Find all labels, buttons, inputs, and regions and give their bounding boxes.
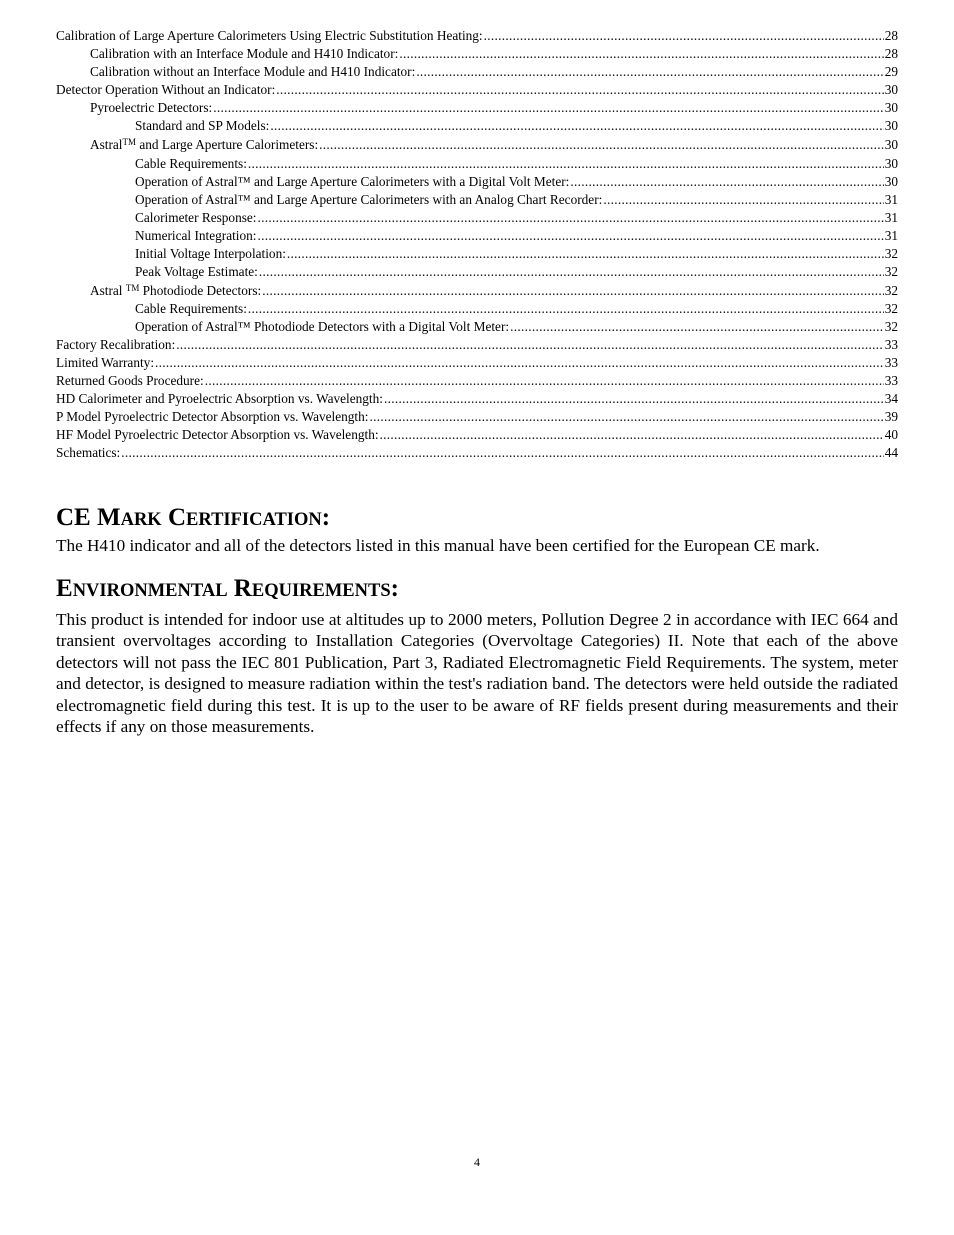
toc-entry-title: Operation of Astral™ Photodiode Detectors with a Digital Volt Meter:: [135, 319, 510, 334]
toc-leader-dots: [399, 45, 883, 63]
trademark-superscript: TM: [125, 282, 140, 293]
heading-segment: :: [390, 575, 399, 602]
toc-page-number: 44: [884, 445, 898, 460]
toc-leader-dots: [380, 426, 884, 444]
toc-entry[interactable]: [56, 27, 898, 45]
toc-entry-title: Limited Warranty:: [56, 355, 155, 370]
toc-leader-dots: [276, 81, 883, 99]
environmental-requirements-heading: [56, 575, 399, 605]
toc-entry-title: Pyroelectric Detectors:: [90, 100, 213, 115]
toc-entry[interactable]: [56, 45, 898, 63]
toc-entry[interactable]: [56, 227, 898, 245]
toc-entry[interactable]: [56, 117, 898, 135]
toc-entry-title: HF Model Pyroelectric Detector Absorption vs. Wavelength:: [56, 427, 379, 442]
toc-leader-dots: [384, 390, 884, 408]
ce-mark-paragraph: The H410 indicator and all of the detectors listed in this manual have been certified for the European CE mark.: [56, 536, 820, 555]
toc-entry-title: Peak Voltage Estimate:: [135, 263, 258, 279]
toc-entry-title: Schematics:: [56, 445, 121, 460]
toc-entry[interactable]: [56, 263, 898, 281]
environmental-requirements-paragraph: This product is intended for indoor use at altitudes up to 2000 meters, Pollution Degree 2 in accordance with IEC 664 and transient overvoltages according to Installation Categories (Overvoltage Categories) II. Note that each of the above detectors will not pass the IEC 801 Publication, Part 3, Radiated Electromagnetic Field Requirements. The system, meter and detector, is designed to measure radiation within the test's radiation band. The detectors were held outside the radiated electromagnetic field during this test. It is up to the user to be aware of RF fields present during measurements and their effects if any on those measurements.: [56, 610, 898, 737]
toc-leader-dots: [416, 63, 883, 81]
toc-entry[interactable]: [56, 318, 898, 336]
toc-entry-title: Detector Operation Without an Indicator:: [56, 82, 276, 97]
toc-entry-title: Cable Requirements:: [135, 301, 247, 316]
toc-page-number: 30: [884, 82, 898, 97]
toc-page-number: 31: [884, 227, 898, 243]
toc-entry-title: Standard and SP Models:: [135, 118, 270, 133]
toc-entry[interactable]: [56, 372, 898, 390]
trademark-superscript: TM: [122, 137, 136, 147]
toc-leader-dots: [287, 245, 884, 263]
toc-leader-dots: [510, 318, 884, 336]
heading-segment: NVIRONMENTAL: [72, 581, 228, 601]
toc-leader-dots: [484, 27, 884, 45]
toc-leader-dots: [270, 117, 883, 135]
toc-leader-dots: [262, 281, 884, 301]
toc-leader-dots: [603, 191, 883, 209]
heading-segment: CE M: [56, 504, 121, 531]
toc-entry-title: Calibration of Large Aperture Calorimeters Using Electric Substitution Heating:: [56, 28, 483, 43]
toc-page-number: 33: [884, 373, 898, 388]
toc-entry[interactable]: [56, 245, 898, 263]
toc-entry[interactable]: [56, 300, 898, 318]
toc-page-number: 30: [884, 137, 898, 152]
toc-entry-title: Factory Recalibration:: [56, 337, 176, 352]
toc-page-number: 29: [884, 64, 898, 79]
ce-mark-heading: [56, 504, 330, 534]
toc-page-number: 28: [884, 46, 898, 61]
toc-page-number: 31: [884, 191, 898, 207]
toc-entry[interactable]: [56, 81, 898, 99]
toc-entry-title: Initial Voltage Interpolation:: [135, 245, 286, 261]
toc-entry-title-rest: and Large Aperture Calorimeters:: [136, 137, 319, 152]
toc-leader-dots: [570, 173, 883, 191]
toc-page-number: 32: [884, 319, 898, 334]
toc-page-number: 40: [884, 427, 898, 442]
toc-entry-title: Calibration without an Interface Module and H410 Indicator:: [90, 64, 416, 79]
heading-segment: C: [161, 504, 187, 531]
toc-entry[interactable]: [56, 354, 898, 372]
toc-entry[interactable]: [56, 173, 898, 191]
toc-entry[interactable]: [56, 155, 898, 173]
toc-page-number: 32: [884, 301, 898, 316]
heading-segment: ARK: [120, 510, 162, 530]
toc-entry-title: Calibration with an Interface Module and H410 Indicator:: [90, 46, 399, 61]
toc-entry[interactable]: [56, 191, 898, 209]
heading-segment: EQUIREMENTS: [251, 581, 391, 601]
toc-entry-title: HD Calorimeter and Pyroelectric Absorption vs. Wavelength:: [56, 391, 383, 406]
toc-page-number: 33: [884, 355, 898, 370]
toc-page-number: 30: [884, 118, 898, 133]
toc-page-number: 33: [884, 337, 898, 352]
toc-entry[interactable]: [56, 426, 898, 444]
toc-entry-title: Operation of Astral™ and Large Aperture Calorimeters with a Digital Volt Meter:: [135, 173, 570, 189]
toc-page-number: 30: [884, 155, 898, 171]
toc-entry-title: P Model Pyroelectric Detector Absorption vs. Wavelength:: [56, 409, 369, 424]
toc-leader-dots: [213, 99, 883, 117]
toc-page-number: 32: [884, 282, 898, 298]
toc-entry-title: Returned Goods Procedure:: [56, 373, 204, 388]
toc-leader-dots: [205, 372, 884, 390]
toc-entry-title: Astral ™ Photodiode Detectors:: [90, 282, 262, 298]
heading-segment: ERTIFICATION: [186, 510, 322, 530]
toc-leader-dots: [155, 354, 884, 372]
toc-leader-dots: [259, 263, 884, 281]
toc-leader-dots: [121, 444, 883, 462]
toc-page-number: 32: [884, 263, 898, 279]
toc-leader-dots: [257, 227, 883, 245]
toc-page-number: 28: [884, 28, 898, 43]
toc-entry[interactable]: [56, 336, 898, 354]
toc-page-number: 30: [884, 173, 898, 189]
page-number: 4: [474, 1155, 480, 1169]
table-of-contents: [56, 27, 898, 462]
heading-segment: :: [321, 504, 331, 531]
toc-page-number: 34: [884, 391, 898, 406]
toc-entry-title: Numerical Integration:: [135, 227, 257, 243]
toc-entry-title-rest: Photodiode Detectors:: [139, 282, 262, 298]
toc-entry-title: Astral™ and Large Aperture Calorimeters:: [90, 137, 319, 152]
toc-page-number: 32: [884, 245, 898, 261]
toc-entry[interactable]: [56, 63, 898, 81]
toc-entry-title: Operation of Astral™ and Large Aperture Calorimeters with an Analog Chart Recorder:: [135, 191, 603, 207]
toc-leader-dots: [248, 300, 884, 318]
toc-leader-dots: [176, 336, 883, 354]
toc-entry[interactable]: [56, 99, 898, 117]
toc-entry[interactable]: [56, 390, 898, 408]
toc-page-number: 31: [884, 209, 898, 225]
toc-entry[interactable]: [56, 135, 898, 155]
toc-leader-dots: [248, 155, 884, 173]
heading-segment: E: [56, 575, 73, 602]
toc-entry-title: Cable Requirements:: [135, 155, 247, 171]
heading-segment: R: [227, 575, 252, 602]
toc-entry[interactable]: [56, 444, 898, 462]
toc-page-number: 30: [884, 100, 898, 115]
toc-entry[interactable]: [56, 281, 898, 301]
toc-page-number: 39: [884, 409, 898, 424]
toc-entry[interactable]: [56, 408, 898, 426]
toc-leader-dots: [258, 209, 884, 227]
toc-leader-dots: [319, 135, 884, 155]
toc-leader-dots: [369, 408, 883, 426]
toc-entry-title: Calorimeter Response:: [135, 209, 257, 225]
toc-entry[interactable]: [56, 209, 898, 227]
